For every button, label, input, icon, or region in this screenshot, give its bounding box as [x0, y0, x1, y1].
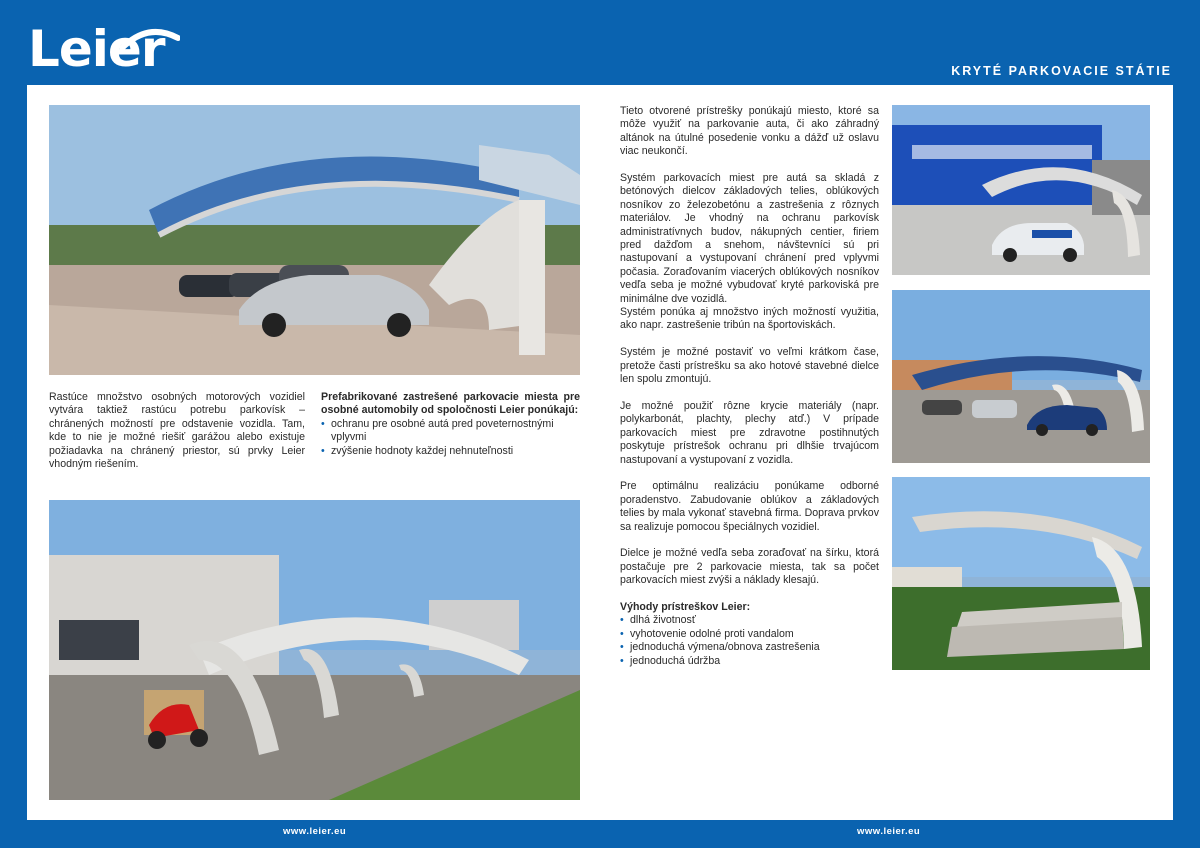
logo-text: Leier — [28, 20, 165, 78]
section-title: KRYTÉ PARKOVACIE STÁTIE — [951, 64, 1172, 78]
benefit-item-2: • vyhotovenie odolné proti vandalom — [620, 628, 879, 641]
carport-row-cars-photo — [892, 290, 1150, 463]
paragraph-2: Systém parkovacích miest pre autá sa skladá z betónových dielcov základových telies, oblúkových nosníkov zo železobetónu a zastrešenia z rôznych materiálov. Je vhodný na ochranu parkovísk administratívnych budov, nákupných centier, firiem pred dažďom a snehom, návštevníci sú pri nastupovaní a vystupovaní chránení pred vplyvmi počasia. Zoraďovaním viacerých oblúkových nosníkov vedľa seba je možné vybudovať kryté parkoviská pre minimálne dve vozidlá. — [620, 172, 879, 305]
brochure-page — [27, 85, 1173, 820]
description-text-column — [620, 105, 879, 668]
benefit-item-3: • jednoduchá výmena/obnova zastrešenia — [620, 641, 879, 654]
offer-heading: Prefabrikované zastrešené parkovacie miesta pre osobné automobily od spoločnosti Leier ponúkajú: — [321, 391, 580, 417]
paragraph-6: Pre optimálnu realizáciu ponúkame odborné poradenstvo. Zabudovanie oblúkov a základových telies by mala vykonať stavebná firma. Doprava prvkov sa realizuje pomocou špeciálnych vozidiel. — [620, 480, 879, 533]
paragraph-1: Tieto otvorené prístrešky ponúkajú miesto, ktoré sa môže využiť na parkovanie auta, či ako záhradný altánok na útulné posedenie vonku a dážď už oslavu viac neukončí. — [620, 105, 879, 158]
benefits-heading: Výhody prístreškov Leier: — [620, 600, 751, 613]
carport-cars-photo — [49, 105, 580, 375]
offer-list — [321, 418, 580, 458]
carport-motorcycle-photo — [49, 500, 580, 800]
offer-item-1: • ochranu pre osobné autá pred poveternostnými vplyvmi — [321, 418, 580, 445]
footer-url-right[interactable]: www.leier.eu — [857, 826, 921, 837]
tribune-roof-photo — [892, 477, 1150, 670]
intro-paragraph: Rastúce množstvo osobných motorových vozidiel vytvára taktiež rastúcu potrebu parkovísk – chránených možností pre odstavenie vozidla. Tam, kde to nie je možné riešiť garážou alebo existuje požiadavka na chránený priestor, sú prvky Leier vhodným riešením. — [49, 391, 305, 471]
paragraph-3: Systém ponúka aj množstvo iných možností využitia, ako napr. zastrešenie tribún na športoviskách. — [620, 306, 879, 332]
benefits-list — [620, 614, 879, 668]
footer-url-left[interactable]: www.leier.eu — [283, 826, 347, 837]
logo-swoosh-icon — [118, 28, 180, 50]
paragraph-7: Dielce je možné vedľa seba zoraďovať na šírku, ktorá postačuje pre 2 parkovacie miesta, tak sa počet parkovacích miest zvýši a náklady klesajú. — [620, 547, 879, 587]
intro-text-column — [49, 391, 305, 471]
offer-text-column — [321, 391, 580, 458]
paragraph-4: Systém je možné postaviť vo veľmi krátkom čase, pretože časti prístrešku sa ako hotové stavebné dielce len spolu zmontujú. — [620, 346, 879, 386]
blue-building-carport-photo — [892, 105, 1150, 275]
benefit-item-4: • jednoduchá údržba — [620, 655, 879, 668]
benefit-item-1: • dlhá životnosť — [620, 614, 879, 627]
offer-item-2: • zvýšenie hodnoty každej nehnuteľnosti — [321, 445, 580, 458]
paragraph-5: Je možné použiť rôzne krycie materiály (napr. polykarbonát, plachty, plechy atď.) V prípade parkovacích miest pre zdravotne postihnutých poskytuje prístrešok ochranu pri dlhšie trvajúcom nastupovaní a vystupovaní z vozidla. — [620, 399, 879, 466]
